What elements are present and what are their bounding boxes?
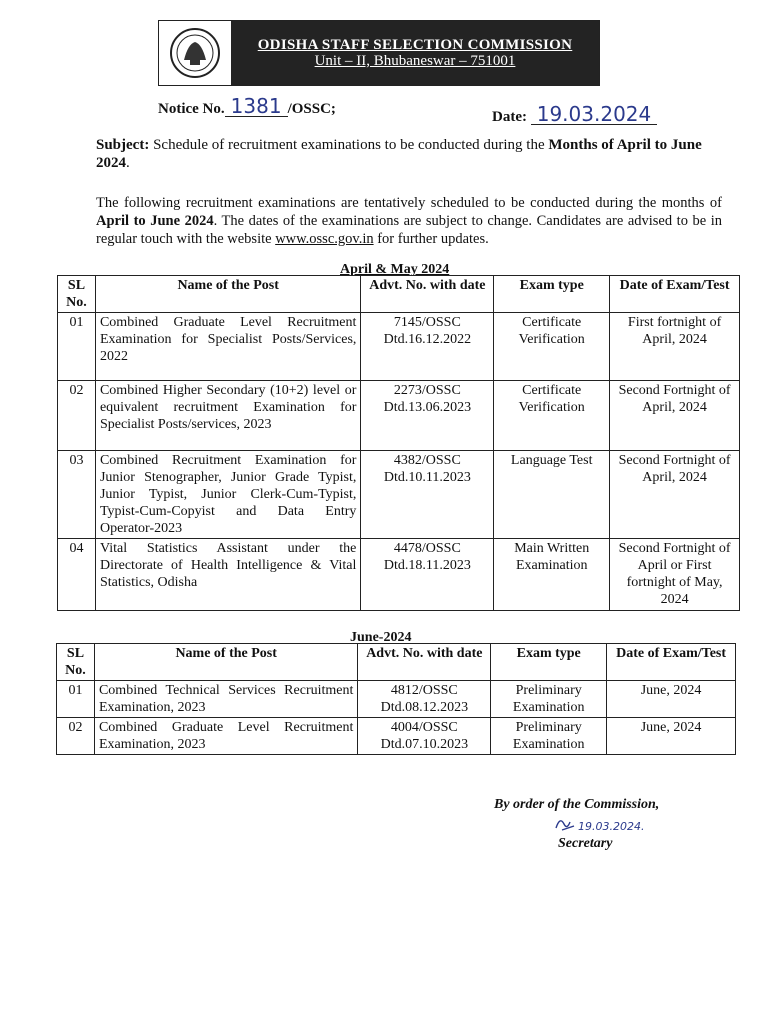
cell-date: Second Fortnight of April or First fortnight of May, 2024 [610, 539, 740, 611]
cell-advt: 2273/OSSC Dtd.13.06.2023 [361, 381, 494, 451]
subject-end: . [126, 155, 130, 171]
date-label: Date: [492, 109, 527, 125]
state-emblem-icon [159, 21, 231, 85]
cell-post: Combined Higher Secondary (10+2) level or equivalent recruitment Examination for Specialist Posts/services, 2023 [95, 381, 360, 451]
header-sl: SL No. [57, 644, 95, 681]
header-post: Name of the Post [94, 644, 357, 681]
table-row [57, 718, 736, 755]
cell-type: Preliminary Examination [491, 718, 607, 755]
subject-bold: Months of April to June 2024 [96, 137, 702, 171]
intro-part2: . The dates of the examinations are subject to change. Candidates are advised to be in regular touch with the website [96, 213, 722, 247]
signature [552, 812, 682, 836]
cell-sl: 02 [58, 381, 96, 451]
header-date: Date of Exam/Test [610, 276, 740, 313]
cell-type: Certificate Verification [494, 381, 610, 451]
header-advt: Advt. No. with date [361, 276, 494, 313]
table1-title: April & May 2024 [340, 262, 450, 277]
cell-sl: 04 [58, 539, 96, 611]
cell-post: Combined Technical Services Recruitment Examination, 2023 [94, 681, 357, 718]
org-address: Unit – II, Bhubaneswar – 751001 [314, 53, 516, 69]
cell-post: Combined Recruitment Examination for Junior Stenographer, Junior Grade Typist, Junior Typist, Junior Clerk-Cum-Typist, Typist-Cum-Copyist and Data Entry Operator-2023 [95, 451, 360, 539]
cell-sl: 01 [58, 313, 96, 381]
cell-type: Language Test [494, 451, 610, 539]
table-row [58, 451, 740, 539]
table-row [58, 313, 740, 381]
org-name: ODISHA STAFF SELECTION COMMISSION [257, 36, 573, 53]
date-line [492, 104, 657, 126]
cell-advt: 4812/OSSC Dtd.08.12.2023 [358, 681, 491, 718]
cell-advt: 7145/OSSC Dtd.16.12.2022 [361, 313, 494, 381]
intro-part3: for further updates. [373, 231, 489, 247]
subject-text: Schedule of recruitment examinations to be conducted during the [149, 137, 549, 153]
intro-part1: The following recruitment examinations are tentatively scheduled to be conducted during the months of [96, 195, 722, 211]
table-header-row [58, 276, 740, 313]
cell-sl: 02 [57, 718, 95, 755]
header-date: Date of Exam/Test [607, 644, 736, 681]
intro-paragraph [96, 194, 722, 248]
cell-post: Combined Graduate Level Recruitment Examination, 2023 [94, 718, 357, 755]
schedule-table-june [56, 643, 736, 755]
notice-date: 19.03.2024 [531, 104, 658, 125]
designation: Secretary [558, 836, 613, 851]
cell-date: June, 2024 [607, 718, 736, 755]
header-post: Name of the Post [95, 276, 360, 313]
signature-date: 19.03.2024. [578, 820, 645, 833]
table2-title: June-2024 [350, 630, 412, 645]
notice-label: Notice No. [158, 101, 225, 117]
cell-date: First fortnight of April, 2024 [610, 313, 740, 381]
cell-type: Preliminary Examination [491, 681, 607, 718]
header-advt: Advt. No. with date [358, 644, 491, 681]
subject [96, 136, 722, 172]
website-link[interactable]: www.ossc.gov.in [275, 231, 374, 247]
cell-sl: 01 [57, 681, 95, 718]
cell-sl: 03 [58, 451, 96, 539]
header-type: Exam type [494, 276, 610, 313]
cell-post: Combined Graduate Level Recruitment Examination for Specialist Posts/Services, 2022 [95, 313, 360, 381]
cell-date: Second Fortnight of April, 2024 [610, 451, 740, 539]
schedule-table-april-may [57, 275, 740, 611]
notice-number-line [158, 96, 336, 118]
cell-date: June, 2024 [607, 681, 736, 718]
cell-post: Vital Statistics Assistant under the Directorate of Health Intelligence & Vital Statistics, Odisha [95, 539, 360, 611]
letterhead [158, 20, 600, 86]
cell-type: Certificate Verification [494, 313, 610, 381]
cell-type: Main Written Examination [494, 539, 610, 611]
table-row [58, 381, 740, 451]
table-row [58, 539, 740, 611]
table-row [57, 681, 736, 718]
cell-advt: 4382/OSSC Dtd.10.11.2023 [361, 451, 494, 539]
cell-date: Second Fortnight of April, 2024 [610, 381, 740, 451]
cell-advt: 4004/OSSC Dtd.07.10.2023 [358, 718, 491, 755]
header-type: Exam type [491, 644, 607, 681]
table-header-row [57, 644, 736, 681]
order-line: By order of the Commission, [494, 797, 660, 812]
cell-advt: 4478/OSSC Dtd.18.11.2023 [361, 539, 494, 611]
letterhead-title [231, 21, 599, 85]
intro-bold: April to June 2024 [96, 213, 214, 229]
notice-suffix: /OSSC; [287, 101, 336, 117]
notice-number: 1381 [225, 96, 288, 117]
subject-label: Subject: [96, 137, 150, 153]
header-sl: SL No. [58, 276, 96, 313]
